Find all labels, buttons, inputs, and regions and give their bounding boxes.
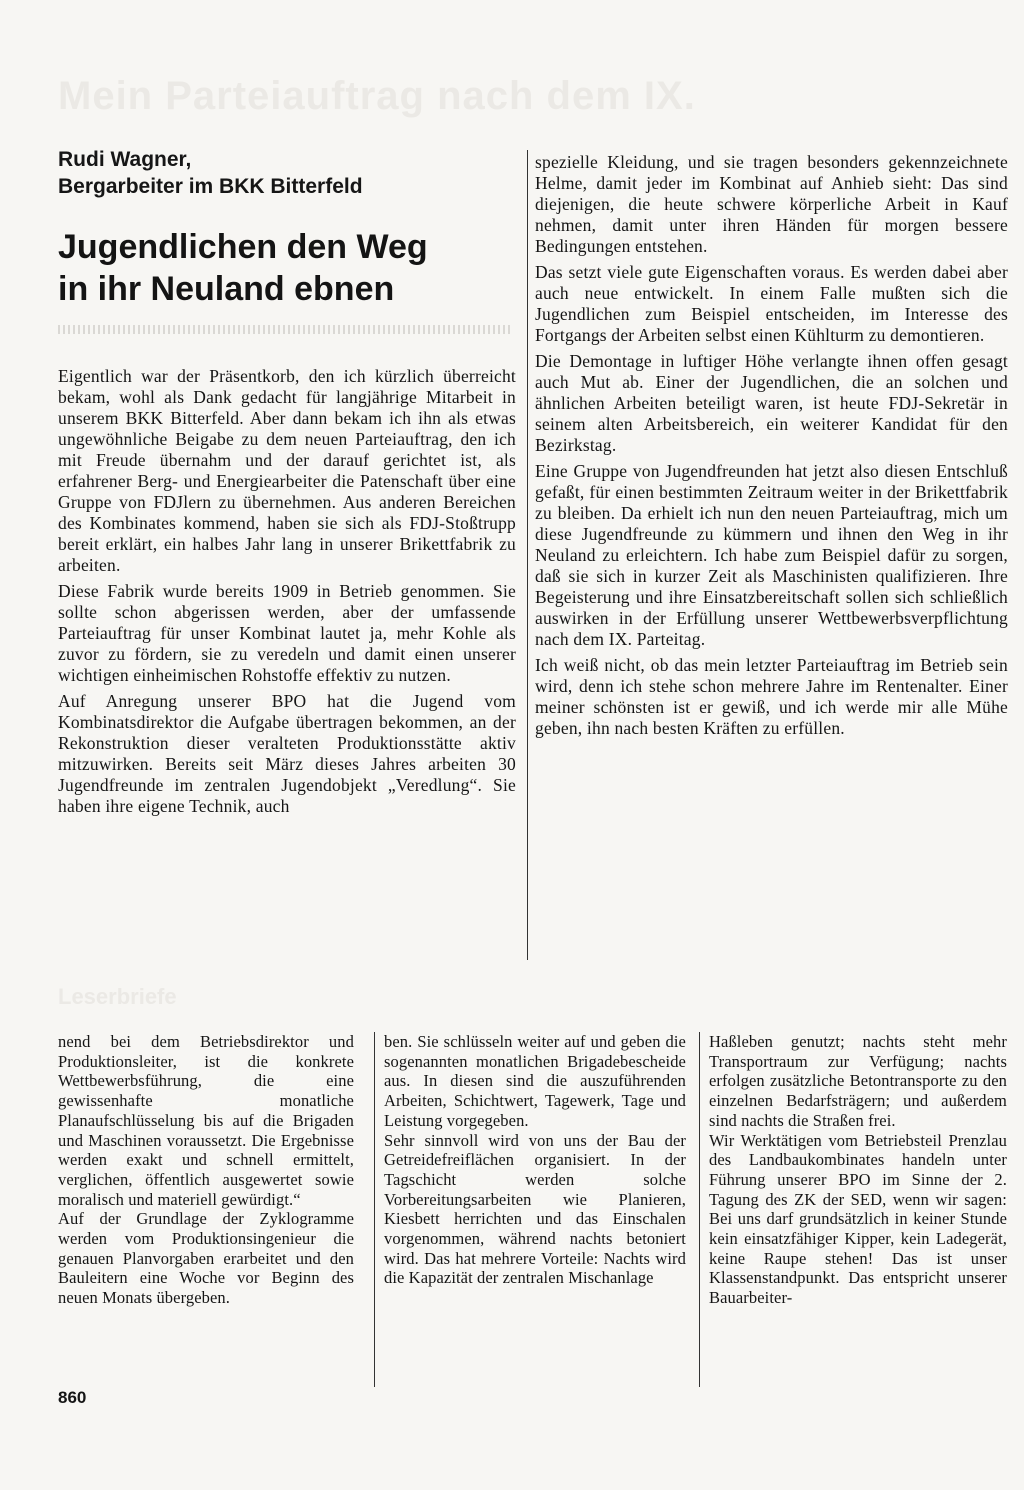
paragraph: Das setzt viele gute Eigenschaften voraus. Es werden dabei aber auch neue entwickelt. In einem Falle mußten sich die Jugendlichen zum Beispiel entscheiden, im Interesse des Fortgangs der Arbeiten selbst einen Kühlturm zu demontieren.: [535, 262, 1008, 345]
article-title: [58, 226, 528, 310]
letter-column-2: [384, 1032, 686, 1288]
background-section-label: Leserbriefe: [58, 984, 177, 1009]
article-right-column: [535, 152, 1008, 744]
paragraph: Auf Anregung unserer BPO hat die Jugend vom Kombinatsdirektor die Aufgabe übertragen bekommen, an der Rekonstruktion dieser veralteten Produktionsstätte aktiv mitzuwirken. Bereits seit März dieses Jahres arbeiten 30 Jugendfreunde im zentralen Jugendobjekt „Veredlung“. Sie haben ihre eigene Technik, auch: [58, 691, 516, 816]
paragraph: Die Demontage in luftiger Höhe verlangte ihnen offen gesagt auch Mut ab. Einer der Jugendlichen, die an solchen und ähnlichen Arbeiten beteiligt waren, ist heute FDJ-Sekretär in seinem alten Arbeitsbereich, ein weiterer Kandidat für den Bezirkstag.: [535, 351, 1008, 455]
paragraph: spezielle Kleidung, und sie tragen besonders gekennzeichnete Helme, damit jeder im Kombinat auf Anhieb sieht: Das sind diejenigen, die heute schwere körperliche Arbeit in Kauf nehmen, damit unter ihren Händen für morgen bessere Bedingungen entstehen.: [535, 152, 1008, 256]
paragraph: Haßleben genutzt; nachts steht mehr Transportraum zur Verfügung; nachts erfolgen zusätzliche Betontransporte zu den einzelnen Bedarfsträgern; und außerdem sind nachts die Straßen frei.: [709, 1032, 1007, 1130]
letter-column-1: [58, 1032, 354, 1308]
page-number: 860: [58, 1388, 87, 1407]
paragraph: Diese Fabrik wurde bereits 1909 in Betrieb genommen. Sie sollte schon abgerissen werden, aber der umfassende Parteiauftrag für unser Kombinat lautet ja, mehr Kohle als zuvor zu fördern, sie zu veredeln und damit einen unserer wichtigen einheimischen Rohstoffe effektiv zu nutzen.: [58, 581, 516, 685]
author-name: Rudi Wagner,: [58, 148, 192, 171]
paragraph: Wir Werktätigen vom Betriebsteil Prenzlau des Landbaukombinates handeln unter Führung unserer BPO im Sinne der 2. Tagung des ZK der SED, wenn wir sagen: Bei uns darf grundsätzlich in keiner Stunde kein einsatzfähiger Kipper, kein Ladegerät, keine Raupe stehen! Das ist unser Klassenstandpunkt. Das entspricht unserer Bauarbeiter-: [709, 1130, 1007, 1308]
paragraph: Sehr sinnvoll wird von uns der Bau der Getreidefreiflächen organisiert. In der Tagschicht werden solche Vorbereitungsarbeiten wie Planieren, Kiesbett herrichten und das Einschalen vorgenommen, während nachts betoniert wird. Das hat mehrere Vorteile: Nachts wird die Kapazität der zentralen Mischanlage: [384, 1130, 686, 1288]
paragraph: Ich weiß nicht, ob das mein letzter Parteiauftrag im Betrieb sein wird, denn ich stehe schon mehrere Jahre im Rentenalter. Einer meiner schönsten ist er gewiß, und ich werde mir alle Mühe geben, ihn nach besten Kräften zu erfüllen.: [535, 655, 1008, 738]
column-divider: [527, 150, 528, 960]
paragraph: Eine Gruppe von Jugendfreunden hat jetzt also diesen Entschluß gefaßt, für einen bestimmten Zeitraum weiter in der Brikettfabrik zu bleiben. Da erhielt ich nun den neuen Parteiauftrag, mich um diese Jugendfreunde zu kümmern und ihnen den Weg in ihr Neuland zu erleichtern. Ich habe zum Beispiel dafür zu sorgen, daß sie sich in kurzer Zeit als Maschinisten qualifizieren. Ihre Begeisterung und ihre Einsatzbereitschaft sollen sich schließlich auswirken in der Erfüllung unserer Wettbewerbsverpflichtung nach dem IX. Parteitag.: [535, 461, 1008, 649]
author-role: Bergarbeiter im BKK Bitterfeld: [58, 175, 363, 198]
article-title-line-2: in ihr Neuland ebnen: [58, 270, 395, 308]
background-heading: Mein Parteiauftrag nach dem IX.: [58, 74, 696, 118]
paragraph: nend bei dem Betriebsdirektor und Produktionsleiter, ist die konkrete Wettbewerbsführung, die eine gewissenhafte monatliche Planaufschlüsselung bis auf die Brigaden und Maschinen voraussetzt. Die Ergebnisse werden exakt und schnell ermittelt, verglichen, öffentlich ausgewertet sowie moralisch und materiell gewürdigt.“: [58, 1032, 354, 1209]
paragraph: ben. Sie schlüsseln weiter auf und geben die sogenannten monatlichen Brigadebescheide aus. In diesen sind die auszuführenden Arbeiten, Schichtwert, Tagewerk, Tage und Leistung vorgegeben.: [384, 1032, 686, 1130]
paragraph: Eigentlich war der Präsentkorb, den ich kürzlich überreicht bekam, wohl als Dank gedacht für langjährige Mitarbeit in unserem BKK Bitterfeld. Aber dann bekam ich ihn als etwas ungewöhnliche Beigabe zu dem neuen Parteiauftrag, den ich mit Freude übernahm und der darauf gerichtet ist, als erfahrener Berg- und Energiearbeiter die Patenschaft über eine Gruppe von FDJlern zu übernehmen. Aus anderen Bereichen des Kombinates kommend, haben sie sich als FDJ-Stoßtrupp bereit erklärt, ein halbes Jahr lang in unserer Brikettfabrik zu arbeiten.: [58, 366, 516, 575]
column-divider: [374, 1032, 375, 1387]
letter-column-3: [709, 1032, 1007, 1308]
article-title-line-1: Jugendlichen den Weg: [58, 228, 428, 266]
column-divider: [699, 1032, 700, 1387]
decorative-rule: [58, 325, 513, 334]
article-left-column: [58, 366, 516, 822]
author-block: [58, 146, 518, 200]
paragraph: Auf der Grundlage der Zyklogramme werden vom Produktionsingenieur die genauen Planvorgaben erarbeitet und den Bauleitern eine Woche vor Beginn des neuen Monats übergeben.: [58, 1209, 354, 1308]
